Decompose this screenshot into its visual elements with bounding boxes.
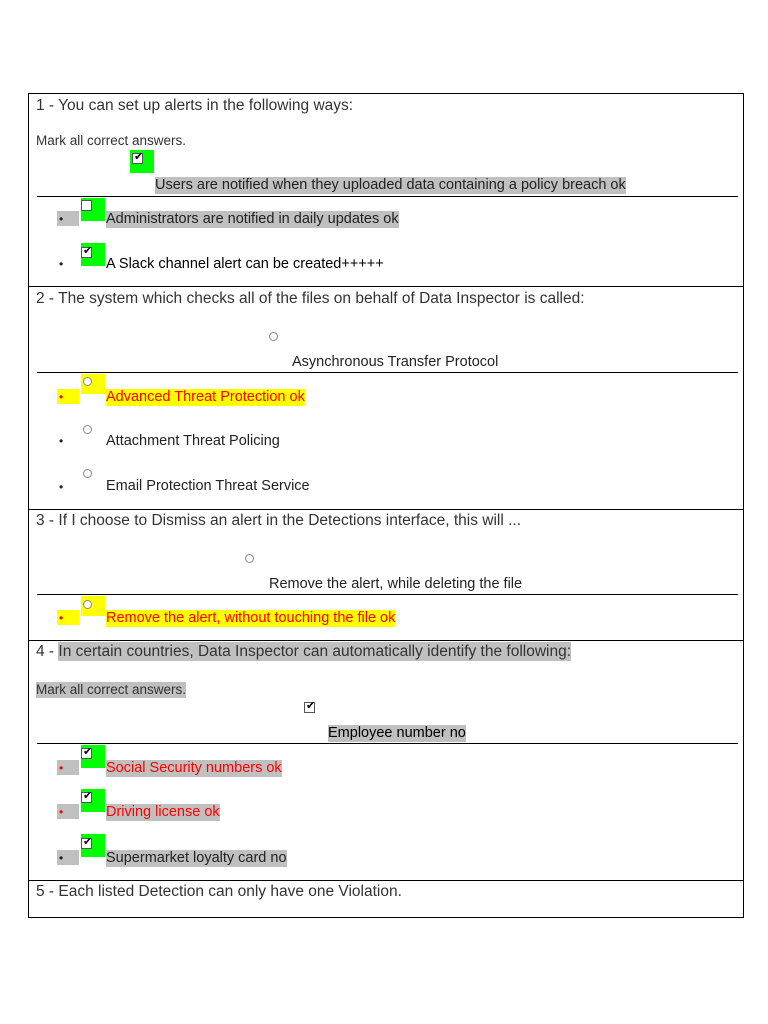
q4-option-2-label: Social Security numbers ok <box>106 760 282 776</box>
q4-option-4-checkbox[interactable] <box>81 835 93 849</box>
bullet-icon: • <box>59 851 64 865</box>
bullet-icon: • <box>59 480 64 494</box>
bullet-icon: • <box>59 257 64 271</box>
q2-option-4-radio[interactable] <box>83 469 92 478</box>
question-2-prompt: 2 - The system which checks all of the files on behalf of Data Inspector is called: <box>36 290 585 307</box>
question-3-prompt: 3 - If I choose to Dismiss an alert in the Detections interface, this will ... <box>36 512 522 529</box>
q4-option-1-checkbox[interactable] <box>304 699 316 713</box>
q1-option-1-label: Users are notified when they uploaded data containing a policy breach ok <box>155 177 626 193</box>
question-divider <box>29 286 743 287</box>
check-icon: ✔ <box>134 150 144 163</box>
question-divider <box>29 640 743 641</box>
question-1-instruction: Mark all correct answers. <box>36 133 187 148</box>
row-divider <box>37 372 738 373</box>
q1-option-1-checkbox[interactable] <box>132 150 144 164</box>
q2-option-2-radio[interactable] <box>83 377 92 386</box>
row-divider <box>37 594 738 595</box>
row-divider <box>37 743 738 744</box>
check-icon: ✔ <box>83 789 93 802</box>
quiz-table <box>28 93 744 918</box>
check-icon: ✔ <box>306 699 316 712</box>
q2-option-2-label: Advanced Threat Protection ok <box>106 389 305 405</box>
q2-option-3-label: Attachment Threat Policing <box>106 433 280 449</box>
bullet-icon: • <box>59 434 64 448</box>
q3-option-2-radio[interactable] <box>83 600 92 609</box>
q4-option-2-checkbox[interactable] <box>81 745 93 759</box>
question-4-prompt <box>36 644 571 660</box>
q3-option-2-label: Remove the alert, without touching the file ok <box>106 610 396 626</box>
check-icon: ✔ <box>83 745 93 758</box>
q3-option-1-label: Remove the alert, while deleting the file <box>269 576 523 592</box>
question-divider <box>29 509 743 510</box>
question-1-prompt: 1 - You can set up alerts in the following ways: <box>36 97 354 114</box>
question-4-text: In certain countries, Data Inspector can automatically identify the following: <box>58 643 572 660</box>
question-4-instruction: Mark all correct answers. <box>36 682 187 697</box>
q4-option-3-checkbox[interactable] <box>81 789 93 803</box>
check-icon: ✔ <box>83 244 93 257</box>
bullet-icon: • <box>59 390 64 404</box>
q4-option-4-label: Supermarket loyalty card no <box>106 850 287 866</box>
q2-option-4-label: Email Protection Threat Service <box>106 478 310 494</box>
row-divider <box>37 196 738 197</box>
q2-option-3-radio[interactable] <box>83 425 92 434</box>
bullet-icon: • <box>59 761 64 775</box>
question-4-number: 4 - <box>36 643 59 660</box>
q1-option-2-label: Administrators are notified in daily updates ok <box>106 211 399 227</box>
bullet-icon: • <box>59 805 64 819</box>
q4-option-1-label: Employee number no <box>328 725 466 741</box>
q1-option-2-checkbox[interactable] <box>81 200 92 211</box>
bullet-icon: • <box>59 611 64 625</box>
q2-option-1-label: Asynchronous Transfer Protocol <box>292 354 499 370</box>
q1-option-3-checkbox[interactable] <box>81 244 93 258</box>
bullet-icon: • <box>59 212 64 226</box>
q3-option-1-radio[interactable] <box>245 554 254 563</box>
question-5-prompt: 5 - Each listed Detection can only have one Violation. <box>36 883 402 900</box>
check-icon: ✔ <box>83 835 93 848</box>
question-divider <box>29 880 743 881</box>
q2-option-1-radio[interactable] <box>269 332 278 341</box>
q4-option-3-label: Driving license ok <box>106 804 220 820</box>
q1-option-3-label: A Slack channel alert can be created+++++ <box>106 256 384 272</box>
